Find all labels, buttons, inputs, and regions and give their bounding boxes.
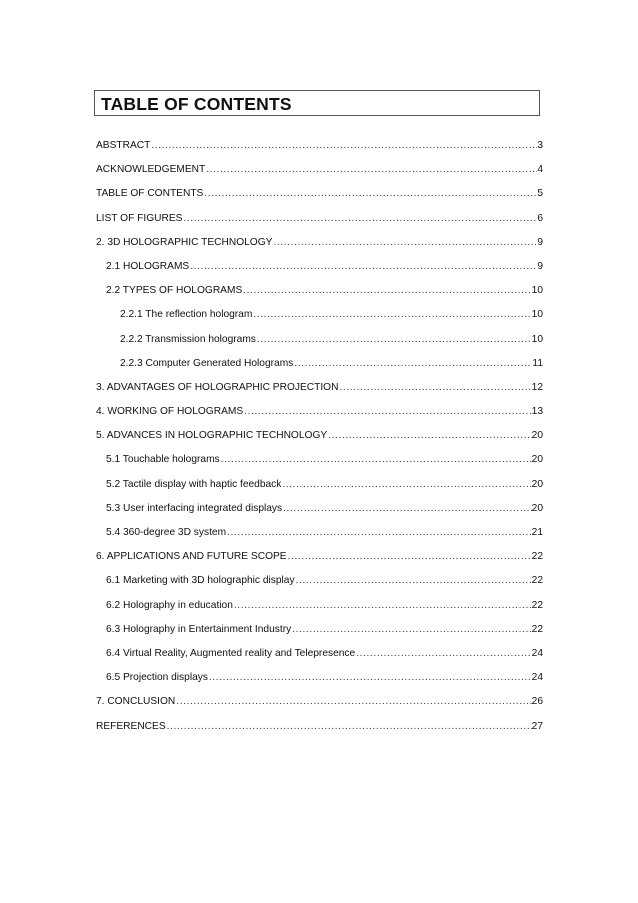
toc-heading: TABLE OF CONTENTS — [94, 90, 540, 116]
toc-entry-transmission-holograms[interactable] — [96, 334, 543, 358]
toc-page-number: 20 — [531, 430, 543, 442]
toc-dot-leader — [166, 721, 532, 732]
toc-dot-leader — [220, 454, 532, 465]
toc-dot-leader — [272, 237, 537, 248]
toc-dot-leader — [281, 479, 531, 490]
toc-entry-tactile-display[interactable] — [96, 479, 543, 503]
toc-page-number: 9 — [537, 236, 543, 248]
toc-entry-title: 7. CONCLUSION — [96, 696, 176, 708]
toc-page-number: 11 — [532, 357, 543, 369]
toc-entry-title: 5.3 User interfacing integrated displays — [106, 502, 283, 514]
toc-page-number: 12 — [531, 381, 543, 393]
toc-entry-references[interactable] — [96, 721, 543, 745]
toc-page-number: 20 — [531, 454, 543, 466]
toc-dot-leader — [293, 358, 532, 369]
toc-entry-title: 4. WORKING OF HOLOGRAMS — [96, 406, 244, 418]
toc-dot-leader — [175, 696, 531, 707]
toc-page-number: 4 — [537, 164, 543, 176]
toc-entry-title: 2.2.2 Transmission holograms — [120, 333, 256, 345]
toc-entry-title: 6.3 Holography in Entertainment Industry — [106, 623, 292, 635]
toc-entry-3d-holographic-technology[interactable] — [96, 237, 543, 261]
toc-page-number: 20 — [531, 502, 543, 514]
toc-entry-projection-displays[interactable] — [96, 672, 543, 696]
toc-entry-title: 3. ADVANTAGES OF HOLOGRAPHIC PROJECTION — [96, 381, 339, 393]
toc-dot-leader — [252, 309, 531, 320]
toc-dot-leader — [242, 285, 531, 296]
toc-entry-advances[interactable] — [96, 430, 543, 454]
toc-list — [96, 140, 543, 745]
toc-page-number: 10 — [531, 333, 543, 345]
toc-page-number: 24 — [531, 647, 543, 659]
toc-entry-conclusion[interactable] — [96, 696, 543, 720]
toc-page-number: 5 — [537, 188, 543, 200]
toc-entry-360-degree-system[interactable] — [96, 527, 543, 551]
toc-entry-list-of-figures[interactable] — [96, 213, 543, 237]
toc-entry-title: TABLE OF CONTENTS — [96, 188, 204, 200]
toc-entry-reflection-hologram[interactable] — [96, 309, 543, 333]
toc-page-number: 20 — [531, 478, 543, 490]
toc-page-number: 26 — [531, 696, 543, 708]
toc-entry-title: ACKNOWLEDGEMENT — [96, 164, 206, 176]
toc-page-number: 22 — [531, 623, 543, 635]
toc-page-number: 10 — [531, 285, 543, 297]
toc-entry-working-of-holograms[interactable] — [96, 406, 543, 430]
toc-entry-title: 6.2 Holography in education — [106, 599, 233, 611]
toc-entry-touchable-holograms[interactable] — [96, 454, 543, 478]
toc-entry-table-of-contents[interactable] — [96, 188, 543, 212]
toc-page-number: 9 — [537, 260, 543, 272]
toc-page-number: 22 — [531, 551, 543, 563]
toc-page-number: 21 — [531, 527, 543, 538]
toc-page-number: 10 — [531, 309, 543, 321]
toc-entry-entertainment[interactable] — [96, 624, 543, 648]
toc-dot-leader — [208, 672, 532, 683]
toc-dot-leader — [150, 140, 537, 151]
toc-entry-title: 6.4 Virtual Reality, Augmented reality and Telepresence — [106, 647, 356, 659]
toc-entry-computer-generated-holograms[interactable] — [96, 358, 543, 382]
toc-entry-title: 2.1 HOLOGRAMS — [106, 260, 190, 272]
toc-page-number: 22 — [531, 599, 543, 611]
toc-entry-title: 2.2.1 The reflection hologram — [120, 309, 253, 321]
toc-entry-title: 2. 3D HOLOGRAPHIC TECHNOLOGY — [96, 236, 273, 248]
toc-entry-user-interfacing[interactable] — [96, 503, 543, 527]
toc-entry-title: 5.4 360-degree 3D system — [106, 527, 227, 538]
toc-page-number: 3 — [537, 140, 543, 151]
toc-entry-title: 5. ADVANCES IN HOLOGRAPHIC TECHNOLOGY — [96, 430, 328, 442]
toc-entry-title: 2.2 TYPES OF HOLOGRAMS — [106, 285, 243, 297]
toc-entry-title: 2.2.3 Computer Generated Holograms — [120, 357, 294, 369]
toc-entry-title: 6.1 Marketing with 3D holographic display — [106, 575, 295, 587]
toc-entry-types-of-holograms[interactable] — [96, 285, 543, 309]
toc-page-number: 13 — [531, 406, 543, 418]
toc-dot-leader — [226, 527, 532, 538]
toc-dot-leader — [327, 430, 531, 441]
toc-entry-title: LIST OF FIGURES — [96, 212, 183, 224]
toc-dot-leader — [189, 261, 537, 272]
toc-entry-title: 5.2 Tactile display with haptic feedback — [106, 478, 282, 490]
toc-dot-leader — [182, 213, 537, 224]
toc-page-number: 22 — [531, 575, 543, 587]
toc-entry-advantages[interactable] — [96, 382, 543, 406]
toc-dot-leader — [282, 503, 532, 514]
toc-page-number: 6 — [537, 212, 543, 224]
toc-entry-holograms[interactable] — [96, 261, 543, 285]
toc-dot-leader — [243, 406, 531, 417]
toc-entry-marketing[interactable] — [96, 575, 543, 599]
toc-entry-acknowledgement[interactable] — [96, 164, 543, 188]
toc-entry-applications[interactable] — [96, 551, 543, 575]
toc-entry-title: ABSTRACT — [96, 140, 151, 151]
toc-page-number: 27 — [531, 720, 543, 732]
toc-entry-title: 6. APPLICATIONS AND FUTURE SCOPE — [96, 551, 287, 563]
toc-entry-title: 6.5 Projection displays — [106, 672, 208, 684]
toc-entry-title: REFERENCES — [96, 720, 166, 732]
toc-dot-leader — [355, 648, 531, 659]
toc-entry-virtual-reality[interactable] — [96, 648, 543, 672]
toc-dot-leader — [291, 624, 531, 635]
toc-entry-abstract[interactable] — [96, 140, 543, 164]
toc-dot-leader — [203, 188, 537, 199]
toc-dot-leader — [233, 600, 532, 611]
toc-dot-leader — [256, 334, 532, 345]
toc-dot-leader — [295, 575, 532, 586]
toc-entry-title: 5.1 Touchable holograms — [106, 454, 220, 466]
toc-dot-leader — [287, 551, 532, 562]
toc-dot-leader — [205, 164, 537, 175]
toc-entry-education[interactable] — [96, 600, 543, 624]
toc-dot-leader — [338, 382, 531, 393]
toc-page-number: 24 — [531, 672, 543, 684]
